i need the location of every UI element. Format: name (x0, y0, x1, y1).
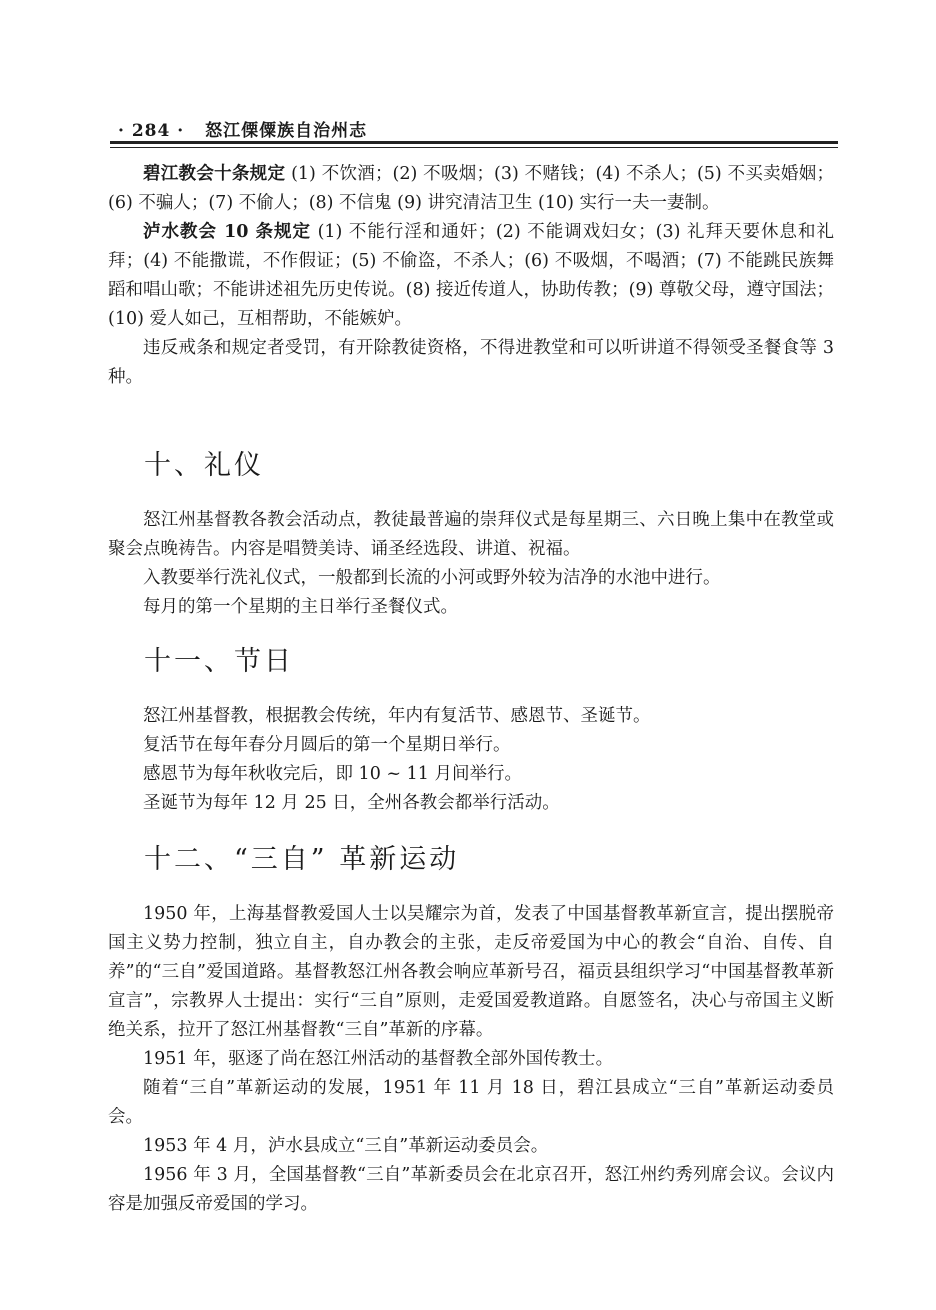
paragraph: 1953 年 4 月，泸水县成立“三自”革新运动委员会。 (143, 1136, 549, 1156)
section-three-self-movement (108, 840, 834, 1219)
paragraph: 入教要举行洗礼仪式，一般都到长流的小河或野外较为洁净的水池中进行。 (143, 568, 721, 588)
page-number: · 284 · (118, 121, 185, 141)
paragraph-bijiang-rules (108, 160, 834, 218)
header-rule-thin (110, 147, 838, 148)
paragraph: 每月的第一个星期的主日举行圣餐仪式。 (143, 597, 458, 617)
paragraph: 怒江州基督教各教会活动点，教徒最普遍的崇拜仪式是每星期三、六日晚上集中在教堂或聚会点晚祷告。内容是唱赞美诗、诵圣经选段、讲道、祝福。 (108, 510, 834, 559)
paragraph: 怒江州基督教，根据教会传统，年内有复活节、感恩节、圣诞节。 (143, 706, 651, 726)
section-rules (108, 160, 834, 392)
header-rule-thick (110, 141, 838, 144)
paragraph: 感恩节为每年秋收完后，即 10 ~ 11 月间举行。 (143, 764, 522, 784)
paragraph-lead: 泸水教会 10 条规定 (143, 222, 311, 242)
paragraph: 复活节在每年春分月圆后的第一个星期日举行。 (143, 735, 511, 755)
paragraph: 1951 年，驱逐了尚在怒江州活动的基督教全部外国传教士。 (143, 1049, 614, 1069)
running-head (118, 116, 367, 141)
paragraph-text: (1) 不饮酒；(2) 不吸烟；(3) 不赌钱；(4) 不杀人；(5) 不买卖婚姻；(6) 不骗人；(7) 不偷人；(8) 不信鬼 (9) 讲究清洁卫生 (10) 实行一夫一妻制。 (108, 164, 834, 213)
paragraph-lead: 碧江教会十条规定 (143, 164, 286, 184)
paragraph-text: (1) 不能行淫和通奸；(2) 不能调戏妇女；(3) 礼拜天要休息和礼拜；(4) 不能撒谎，不作假证；(5) 不偷盗，不杀人；(6) 不吸烟，不喝酒；(7) 不能跳民族舞蹈和唱山歌；不能讲述祖先历史传说。(8) 接近传道人，协助传教；(9) 尊敬父母，遵守国法；(10) 爱人如己，互相帮助，不能嫉妒。 (108, 222, 834, 329)
paragraph: 圣诞节为每年 12 月 25 日，全州各教会都举行活动。 (143, 793, 560, 813)
paragraph: 1950 年，上海基督教爱国人士以吴耀宗为首，发表了中国基督教革新宣言，提出摆脱帝国主义势力控制，独立自主，自办教会的主张，走反帝爱国为中心的教会“自治、自传、自养”的“三自”爱国道路。基督教怒江州各教会响应革新号召，福贡县组织学习“中国基督教革新宣言”，宗教界人士提出：实行“三自”原则，走爱国爱教道路。自愿签名，决心与帝国主义断绝关系，拉开了怒江州基督教“三自”革新的序幕。 (108, 904, 834, 1040)
paragraph: 1956 年 3 月，全国基督教“三自”革新委员会在北京召开，怒江州约秀列席会议。会议内容是加强反帝爱国的学习。 (108, 1165, 834, 1214)
section-heading: 十、礼仪 (144, 450, 264, 481)
paragraph: 违反戒条和规定者受罚，有开除教徒资格，不得进教堂和可以听讲道不得领受圣餐食等 3 种。 (108, 338, 834, 387)
section-etiquette (108, 446, 834, 622)
paragraph-lushui-rules (108, 218, 834, 334)
book-title: 怒江傈僳族自治州志 (205, 121, 368, 141)
section-festivals (108, 642, 834, 818)
section-heading: 十二、“三自” 革新运动 (144, 844, 460, 875)
paragraph: 随着“三自”革新运动的发展，1951 年 11 月 18 日，碧江县成立“三自”革新运动委员会。 (108, 1078, 834, 1127)
section-heading: 十一、节日 (144, 646, 294, 677)
